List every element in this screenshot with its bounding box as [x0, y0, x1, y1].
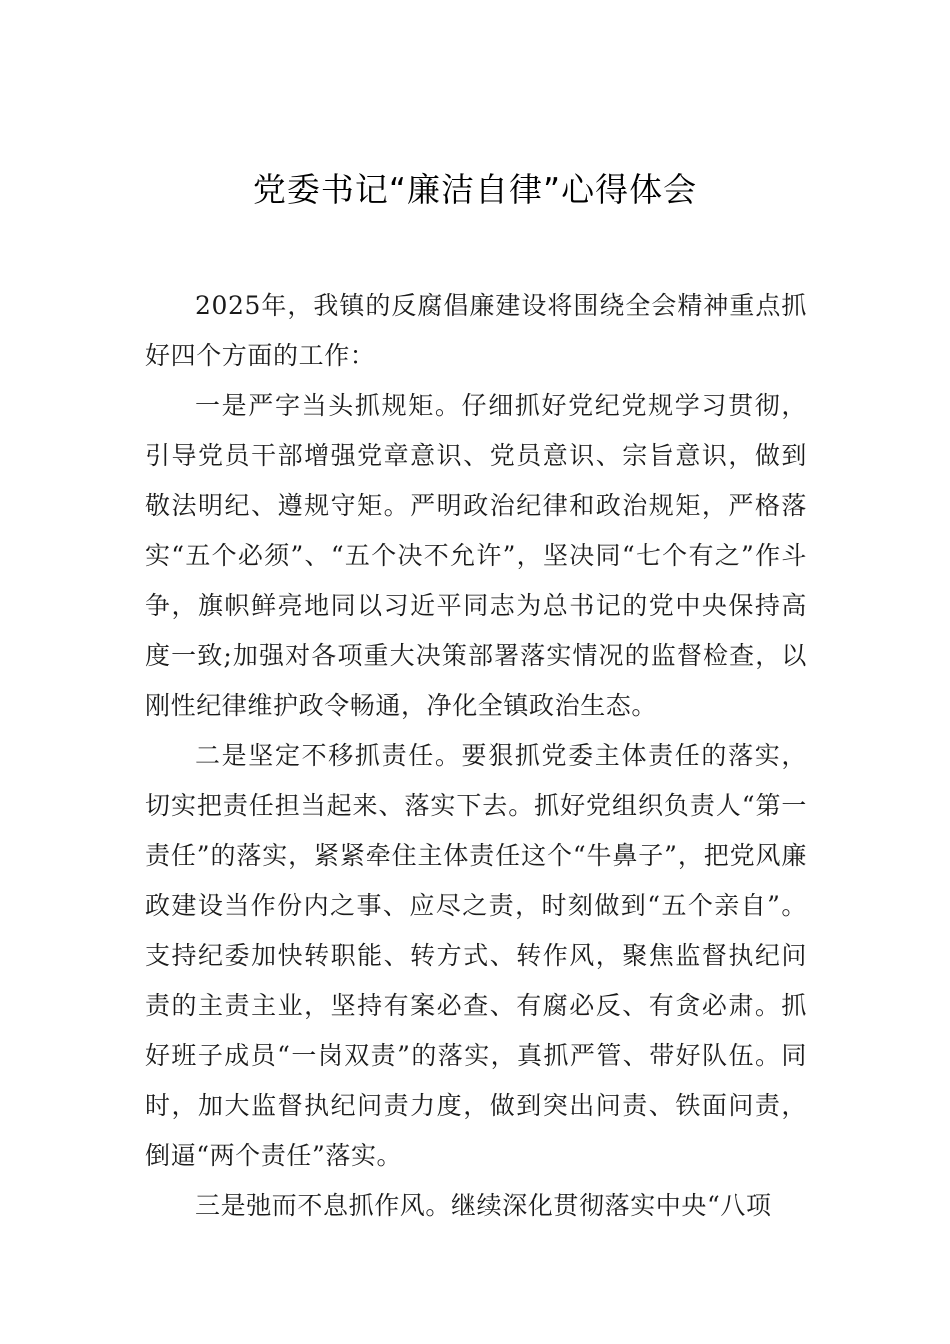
paragraph-work-style: 三是弛而不息抓作风。继续深化贯彻落实中央“八项 — [195, 1191, 772, 1220]
paragraph-discipline: 一是严字当头抓规矩。仔细抓好党纪党规学习贯彻，引导党员干部增强党章意识、党员意识、宗旨意识，做到敬法明纪、遵规守矩。严明政治纪律和政治规矩，严格落实“五个必须”、“五个决不允许”，坚决同“七个有之”作斗争，旗帜鲜亮地同以习近平同志为总书记的党中央保持高度一致;加强对各项重大决策部署落实情况的监督检查，以刚性纪律维护政令畅通，净化全镇政治生态。 — [145, 391, 807, 720]
paragraph-intro: 2025年，我镇的反腐倡廉建设将围绕全会精神重点抓好四个方面的工作： — [145, 291, 807, 370]
paragraph-responsibility: 二是坚定不移抓责任。要狠抓党委主体责任的落实，切实把责任担当起来、落实下去。抓好党组织负责人“第一责任”的落实，紧紧牵住主体责任这个“牛鼻子”，把党风廉政建设当作份内之事、应尽之责，时刻做到“五个亲自”。支持纪委加快转职能、转方式、转作风，聚焦监督执纪问责的主责主业，坚持有案必查、有腐必反、有贪必肃。抓好班子成员“一岗双责”的落实，真抓严管、带好队伍。同时，加大监督执纪问责力度，做到突出问责、铁面问责，倒逼“两个责任”落实。 — [145, 741, 807, 1170]
document-body — [145, 281, 807, 1231]
document-title: 党委书记“廉洁自律”心得体会 — [252, 170, 698, 209]
